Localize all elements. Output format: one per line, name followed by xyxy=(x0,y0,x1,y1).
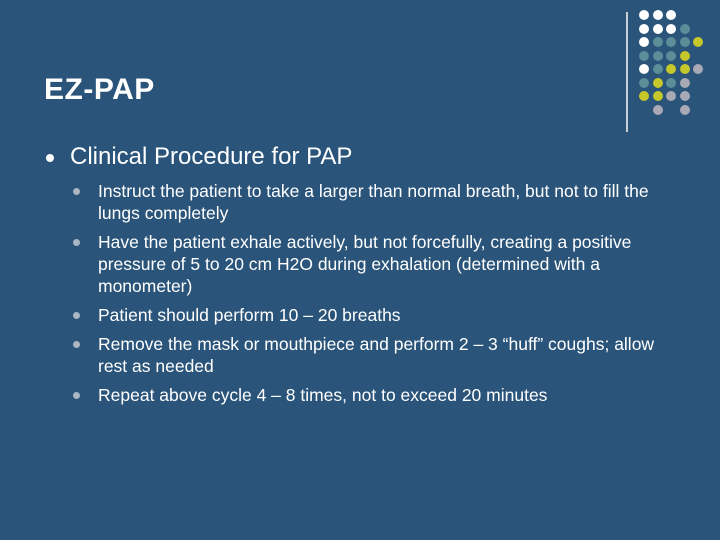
vertical-divider xyxy=(626,12,628,132)
bullet-icon xyxy=(73,239,80,246)
bullet-icon xyxy=(73,188,80,195)
dot-white xyxy=(666,10,676,20)
main-bullet-item xyxy=(44,142,684,172)
dot-white xyxy=(653,24,663,34)
dot-white xyxy=(653,10,663,20)
dot-yellow xyxy=(680,64,690,74)
dot-gray xyxy=(653,105,663,115)
dot-teal xyxy=(666,78,676,88)
sub-bullet-item xyxy=(44,333,684,377)
dot-gray xyxy=(680,105,690,115)
dot-white xyxy=(639,37,649,47)
sub-bullet-text: Instruct the patient to take a larger than normal breath, but not to fill the lungs completely xyxy=(98,181,649,223)
dot-yellow xyxy=(693,37,703,47)
dot-teal xyxy=(639,78,649,88)
sub-bullet-item xyxy=(44,231,684,297)
bullet-icon xyxy=(46,154,54,162)
slide-title: EZ-PAP xyxy=(44,73,155,106)
dot-teal xyxy=(653,64,663,74)
dot-white xyxy=(666,24,676,34)
dot-teal xyxy=(666,37,676,47)
sub-bullet-item xyxy=(44,384,684,406)
sub-bullet-text: Remove the mask or mouthpiece and perform 2 – 3 “huff” coughs; allow rest as needed xyxy=(98,334,655,376)
dot-white xyxy=(639,64,649,74)
dot-yellow xyxy=(666,64,676,74)
dot-teal xyxy=(653,51,663,61)
sub-bullet-item xyxy=(44,180,684,224)
decorative-dot-grid xyxy=(639,10,719,120)
dot-teal xyxy=(680,24,690,34)
dot-yellow xyxy=(653,78,663,88)
dot-teal xyxy=(639,51,649,61)
dot-teal xyxy=(666,51,676,61)
sub-bullet-item xyxy=(44,304,684,326)
dot-gray xyxy=(680,78,690,88)
sub-bullet-text: Have the patient exhale actively, but not forcefully, creating a positive pressure of 5 to 20 cm H2O during exhalation (determined with a monometer) xyxy=(98,232,632,296)
sub-bullet-text: Patient should perform 10 – 20 breaths xyxy=(98,305,401,325)
slide-content xyxy=(44,142,684,413)
sub-bullet-text: Repeat above cycle 4 – 8 times, not to exceed 20 minutes xyxy=(98,385,548,405)
dot-white xyxy=(639,10,649,20)
main-bullet-text: Clinical Procedure for PAP xyxy=(70,143,353,170)
bullet-icon xyxy=(73,312,80,319)
dot-yellow xyxy=(680,51,690,61)
dot-teal xyxy=(680,37,690,47)
dot-yellow xyxy=(639,91,649,101)
dot-gray xyxy=(666,91,676,101)
dot-yellow xyxy=(653,91,663,101)
dot-teal xyxy=(653,37,663,47)
dot-white xyxy=(639,24,649,34)
dot-gray xyxy=(680,91,690,101)
bullet-icon xyxy=(73,341,80,348)
sub-bullet-list xyxy=(44,180,684,406)
bullet-icon xyxy=(73,392,80,399)
dot-gray xyxy=(693,64,703,74)
